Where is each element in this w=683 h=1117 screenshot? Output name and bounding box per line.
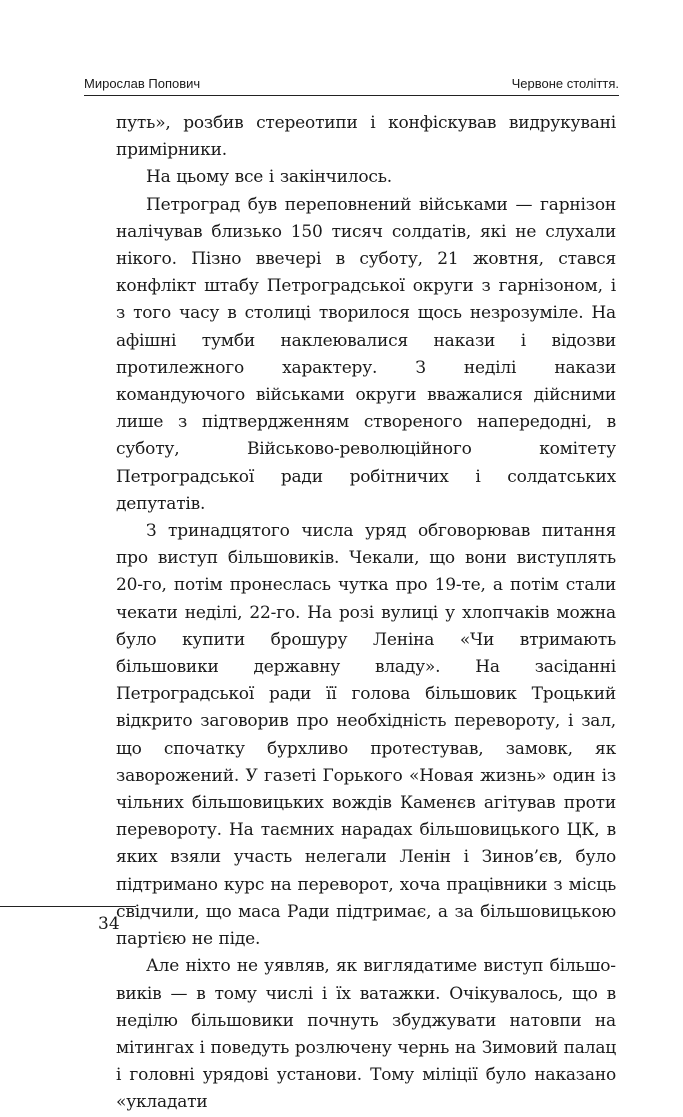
body-text — [116, 110, 616, 1117]
footer-rule — [0, 906, 136, 907]
running-header — [84, 76, 619, 94]
paragraph-continuation: путь», розбив стереотипи і конфіскував видрукувані примірники. — [116, 113, 616, 161]
page-number: 34 — [98, 914, 120, 934]
paragraph: На цьому все і закінчилось. — [146, 167, 392, 188]
paragraph: З тринадцятого числа уряд обговорював питання про виступ більшовиків. Чекали, що вони виступлять 20-го, потім пронеслась чутка про 19-те, а потім стали чекати неділі, 22-го. На розі вулиці у хлопчаків можна було купити брошуру Леніна «Чи втримають більшовики державну владу». На засіданні Петроградської ради її голова більшовик Троцький відкрито заговорив про необхідність перевороту, і зал, що спочатку бурхливо протестував, замовк, як заворожений. У газеті Горького «Новая жизнь» один із чільних більшовицьких вождів Каменєв агітував проти перевороту. На таємних нарадах більшовицького ЦК, в яких взяли участь нелегали Ленін і Зинов’єв, було підтримано курс на переворот, хоча працівники з місць свідчили, що маса Ради підтримає, а за більшовицькою партією не піде. — [116, 521, 616, 950]
header-rule — [84, 95, 619, 96]
paragraph: Але ніхто не уявляв, як виглядатиме виступ більшовиків — в тому числі і їх ватажки. Очікувалось, що в неділю більшовики почнуть збуджувати натовпи на мітингах і поведуть розлючену чернь на Зимовий палац і головні урядові установи. Тому міліції було наказано «укладати — [116, 956, 616, 1113]
paragraph: Петроград був переповнений військами — гарнізон налічував близько 150 тисяч солдатів, які не слухали нікого. Пізно ввечері в суботу, 21 жовтня, стався конфлікт штабу Петроградської округи з гарнізоном, і з того часу в столиці творилося щось незрозуміле. На афішні тумби наклеювалися накази і відозви протилежного характеру. З неділі накази командуючого військами округи вважалися дійсними лише з підтвердженням створеного напередодні, в суботу, Військово-революційного комітету Петроградської ради робітничих і солдатських депутатів. — [116, 194, 616, 514]
header-book-title: Червоне століття. — [511, 76, 619, 91]
header-author: Мирослав Попович — [84, 76, 201, 91]
